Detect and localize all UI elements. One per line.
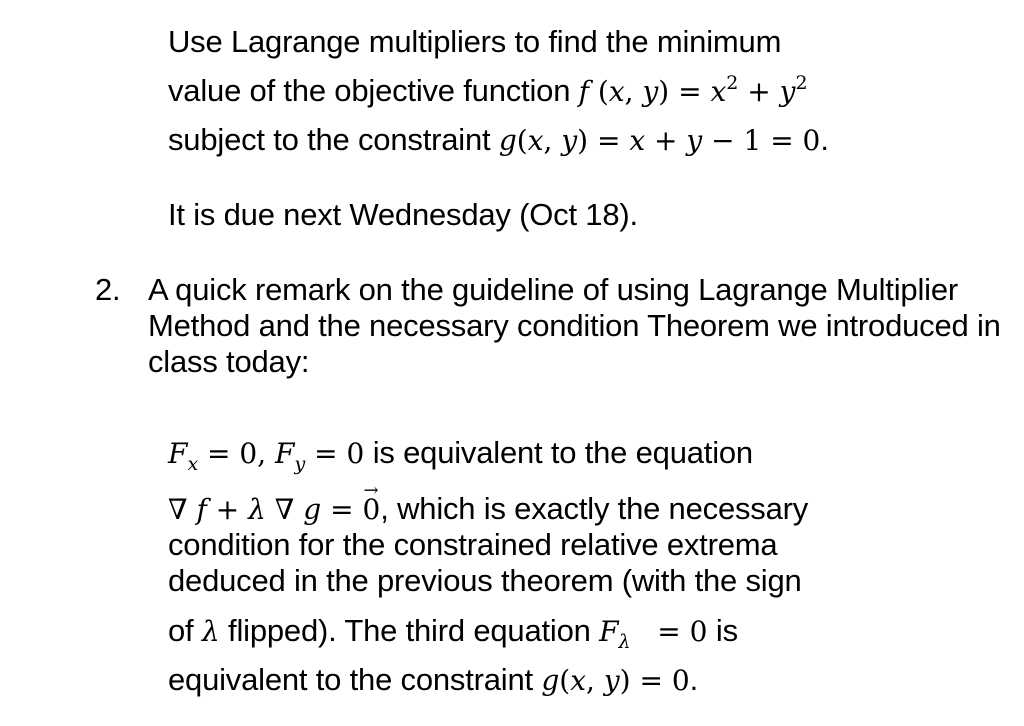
constraint-zero-formula: g(x, y) = 0 bbox=[541, 664, 690, 697]
remark-line-5 bbox=[168, 613, 738, 655]
remark-text-1: is equivalent to the equation bbox=[364, 435, 753, 470]
intro-period: . bbox=[820, 122, 829, 157]
due-note: It is due next Wednesday (Oct 18). bbox=[168, 197, 638, 232]
list-item-number: 2. bbox=[95, 272, 121, 307]
remark-text-equiv: equivalent to the constraint bbox=[168, 662, 542, 697]
f-lambda-formula: $F_\lambda = 0$ bbox=[599, 615, 708, 653]
intro-line-2 bbox=[168, 73, 808, 115]
intro-line-3 bbox=[168, 122, 829, 164]
intro-line-1: Use Lagrange multipliers to find the minimum bbox=[168, 24, 782, 59]
gradient-formula: ∇ f + λ ∇ g = → 0 bbox=[168, 493, 380, 526]
list-item-text: A quick remark on the guideline of using Lagrange Multiplier Method and the necessary condition Theorem we introduced in class today: bbox=[148, 272, 1001, 379]
constraint-formula: g(x, y) = x + y − 1 = 0 bbox=[498, 124, 821, 157]
objective-function-formula: f (x, $y) = x^2 + y^2$ bbox=[578, 72, 808, 108]
remark-text-of: of bbox=[168, 613, 202, 648]
lambda-symbol: λ bbox=[201, 615, 220, 648]
remark-line-4: deduced in the previous theorem (with the sign bbox=[168, 563, 802, 598]
remark-line-6 bbox=[168, 662, 698, 704]
remark-text-flipped: flipped). The third equation bbox=[219, 613, 600, 648]
remark-line-1 bbox=[168, 435, 753, 477]
remark-text-is: is bbox=[707, 613, 738, 648]
remark-text-2: , which is exactly the necessary bbox=[380, 491, 809, 526]
intro-line-3-text: subject to the constraint bbox=[168, 122, 499, 157]
remark-period: . bbox=[689, 662, 699, 697]
intro-line-2-text: value of the objective function bbox=[168, 73, 579, 108]
remark-line-3: condition for the constrained relative extrema bbox=[168, 527, 778, 562]
fx-fy-formula: $F_x = 0$, $F_y = 0$ bbox=[168, 437, 365, 475]
